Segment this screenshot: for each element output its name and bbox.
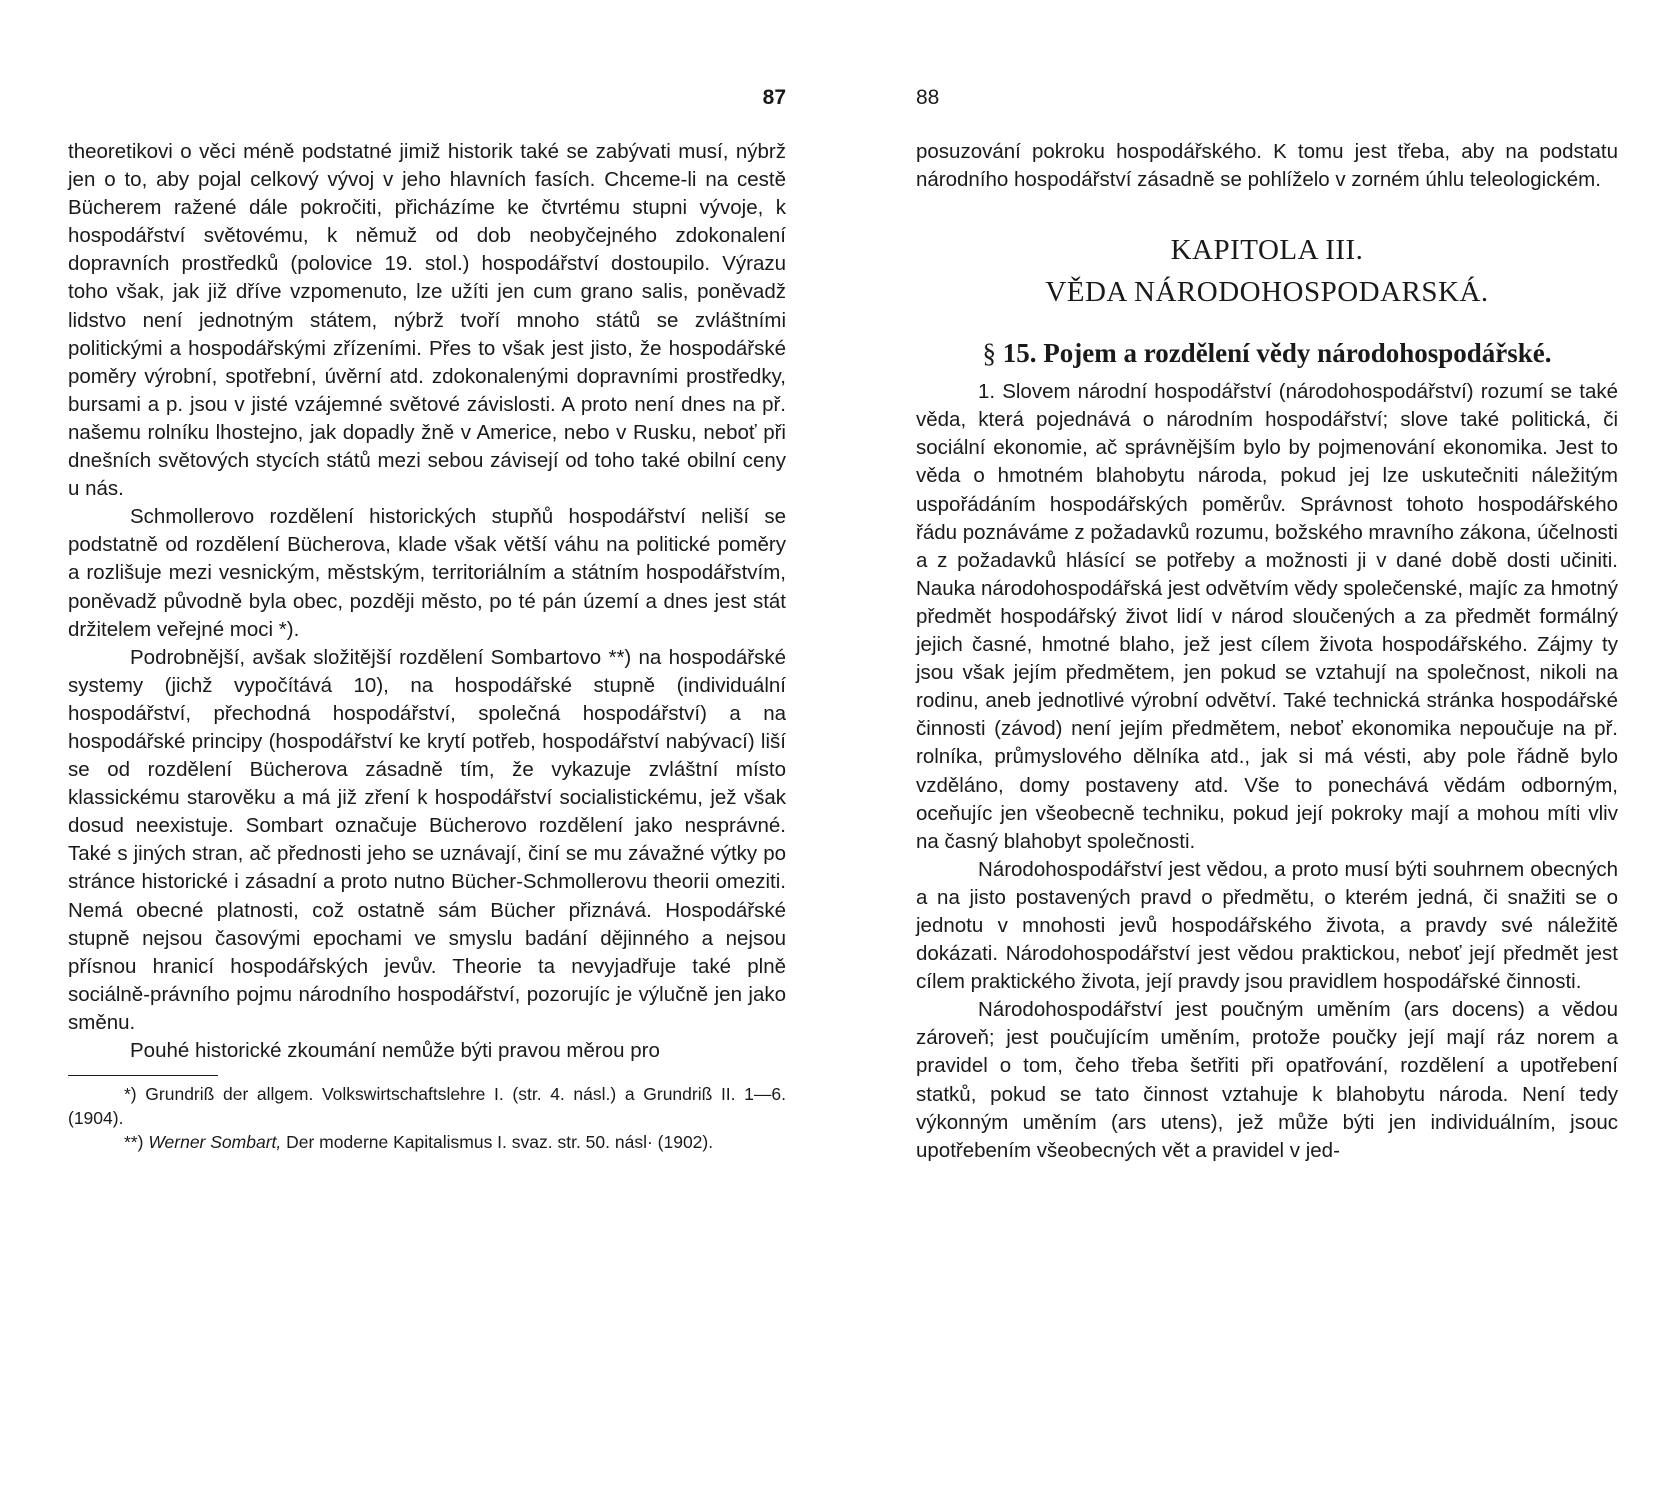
footnote — [68, 1082, 786, 1130]
footnote — [68, 1130, 786, 1154]
paragraph: posuzování pokroku hospodářského. K tomu jest třeba, aby na podstatu národního hospodářství zásadně se pohlíželo v zorném úhlu teleologickém. — [916, 140, 1618, 192]
right-page — [916, 0, 1618, 1500]
footnote-mark: **) — [124, 1132, 144, 1153]
paragraph: 1. Slovem národní hospodářství (národohospodářství) rozumí se také věda, která pojednává o národním hospodářství; slove také politická, či sociální ekonomie, ač správnějším bylo by pojmenování ekonomika. Jest to věda o hmotném blahobytu národa, pokud jej lze uskutečniti náležitým uspořádáním hospodářských poměrův. Správnost tohoto hospodářského řádu poznáváme z požadavků rozumu, božského mravního zákona, účelnosti a z požadavků hlásící se potřeby a možnosti ji v dané době dosti učiniti. Nauka národohospodářská jest odvětvím vědy společenské, majíc za hmotný předmět hospodářský život lidí v národ sloučených a za předmět formálný jejich časné, hmotné blaho, jež jest cílem života hospodářského. Zájmy ty jsou však jejím předmětem, jen pokud se vztahují na společnost, nikoli na rodinu, aneb jednotlivé výrobní odvětví. Také technická stránka hospodářské činnosti (závod) není jejím předmětem, neboť ekonomika nepoučuje na př. rolníka, průmyslového dělníka atd., jak si má vésti, aby pole řádně bylo vzděláno, domy postaveny atd. Vše to ponechává vědám odborným, oceňujíc jen všeobecně techniku, pokud její pokroky mají a mohou míti vliv na časný blahobyt společnosti. — [916, 380, 1618, 853]
page-number: 87 — [762, 86, 786, 109]
section-title: 15. Pojem a rozdělení vědy národohospodářské. — [1002, 338, 1552, 369]
chapter-title: VĚDA NÁRODOHOSPODARSKÁ. — [1045, 276, 1489, 309]
paragraph: Národohospodářství jest vědou, a proto musí býti souhrnem obecných a na jisto postavených pravd o předmětu, o kterém jedná, či snažiti se o jednotu v mnohosti jevů hospodářského života, a pravdy své náležitě dokázati. Národohospodářství jest vědou praktickou, neboť její předmět jest cílem praktického života, její pravdy jsou pravidlem hospodářské činnosti. — [916, 857, 1618, 994]
footnote-author: Werner Sombart, — [148, 1132, 282, 1153]
section-heading — [916, 336, 1618, 370]
chapter-label: KAPITOLA III. — [1170, 234, 1364, 267]
left-page — [68, 0, 786, 1500]
page-number: 88 — [916, 86, 940, 109]
footnote-mark: *) — [124, 1084, 137, 1105]
paragraph: Podrobnější, avšak složitější rozdělení Sombartovo **) na hospodářské systemy (jichž vypočítává 10), na hospodářské stupně (individuální hospodářství, přechodná hospodářství, společná hospodářství) a na hospodářské principy (hospodářství ke krytí potřeb, hospodářství nabývací) liší se od rozdělení Bücherova zásadně tím, že vykazuje zvláštní místo klassickému starověku a má již zření k hospodářství socialistickému, jež však dosud neexistuje. Sombart označuje Bücherovo rozdělení jako nesprávné. Také s jiných stran, ač přednosti jeho se uznávají, činí se mu závažné výtky po stránce historické i zásadní a proto nutno Bücher-Schmollerovu theorii omeziti. Nemá obecné platnosti, což ostatně sám Bücher přiznává. Hospodářské stupně nejsou časovými epochami ve smyslu badání dějinného a nejsou přísnou hranicí hospodářských jevův. Theorie ta nevyjadřuje také plně sociálně-právního pojmu národního hospodářství, pozorujíc je výlučně jen jako směnu. — [68, 645, 786, 1034]
footnote-text: Der moderne Kapitalismus I. svaz. str. 50. násl· (1902). — [286, 1132, 714, 1153]
footnote-text: Grundriß der allgem. Volkswirtschaftslehre I. (str. 4. násl.) a Grundriß II. 1—6. (1904). — [68, 1084, 786, 1129]
paragraph: Pouhé historické zkoumání nemůže býti pravou měrou pro — [130, 1039, 660, 1062]
right-page-text — [916, 138, 1618, 1165]
footnotes — [68, 1082, 786, 1154]
section-sign: § — [982, 338, 996, 369]
paragraph: Schmollerovo rozdělení historických stupňů hospodářství neliší se podstatně od rozdělení Bücherova, klade však větší váhu na politické poměry a rozlišuje mezi vesnickým, městským, territoriálním a státním hospodářstvím, poněvadž původně byla obec, později město, po té pán území a dnes jest stát držitelem veřejné moci *). — [68, 505, 786, 641]
paragraph: theoretikovi o věci méně podstatné jimiž historik také se zabývati musí, nýbrž jen o to, aby pojal celkový vývoj v jeho hlavních fasích. Chceme-li na cestě Bücherem ražené dále pokročiti, přicházíme ke čtvrtému stupni vývoje, k hospodářství světovému, k němuž od dob neobyčejného zdokonalení dopravních prostředků (polovice 19. stol.) hospodářství dostoupilo. Výrazu toho však, jak již dříve vzpomenuto, lze užíti jen cum grano salis, poněvadž lidstvo není jednotným státem, nýbrž tvoří mnoho států se zvláštními politickými a hospodářskými zřízeními. Přes to však jest jisto, že hospodářské poměry výrobní, spotřební, úvěrní atd. zdokonalenými dopravními prostředky, bursami a p. jsou v jisté vzájemné světové závislosti. A proto není dnes na př. našemu rolníku lhostejno, jak dopadly žně v Americe, nebo v Rusku, neboť při dnešních světových stycích států mezi sebou závisejí od toho také obilní ceny u nás. — [68, 140, 786, 501]
paragraph: Národohospodářství jest poučným uměním (ars docens) a vědou zároveň; jest poučujícím uměním, protože poučky její mají ráz norem a pravidel o tom, čeho třeba šetřiti při opatřování, rozdělení a upotřebení statků, pokud se tato činnost vztahuje k blahobytu národa. Není tedy výkonným uměním (ars utens), jež může býti jen individuálním, jsouc upotřebením všeobecných vět a pravidel v jed- — [916, 998, 1618, 1162]
footnote-divider — [68, 1075, 218, 1076]
left-page-text — [68, 138, 786, 1154]
